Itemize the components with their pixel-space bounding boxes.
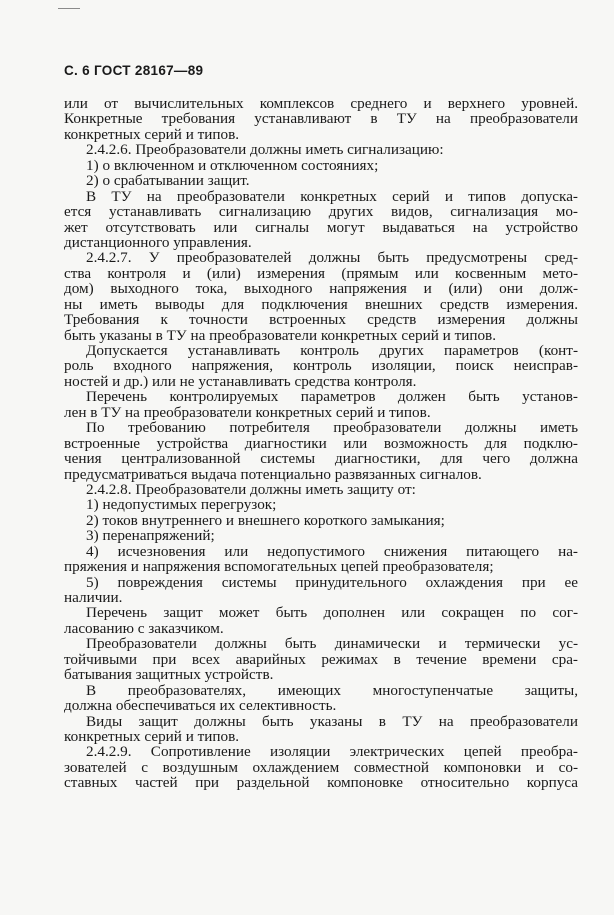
text-line: тойчивыми при всех аварийных режимах в течение времени сра- bbox=[64, 650, 578, 668]
text-line: 2) токов внутреннего и внешнего короткого замыкания; bbox=[86, 511, 445, 529]
text-line: быть указаны в ТУ на преобразователи конкретных серий и типов. bbox=[64, 326, 497, 344]
text-line: Конкретные требования устанавливают в ТУ на преобразователи bbox=[64, 110, 578, 128]
text-line: должна обеспечиваться их селективность. bbox=[64, 697, 337, 715]
text-line: Допускается устанавливать контроль других параметров (конт- bbox=[86, 342, 578, 359]
text-line: наличии. bbox=[64, 589, 123, 606]
text-line: предусматриваться выдача потенциально развязанных сигналов. bbox=[64, 465, 482, 483]
text-line: пряжения и напряжения вспомогательных цепей преобразователя; bbox=[64, 558, 494, 576]
text-line: или от вычислительных комплексов среднего и верхнего уровней. bbox=[64, 95, 578, 112]
text-line: Перечень контролируемых параметров должен быть установ- bbox=[86, 388, 578, 406]
text-line: 2.4.2.8. Преобразователи должны иметь защиту от: bbox=[86, 480, 416, 498]
text-line: дом) выходного тока, выходного напряжения и (или) они долж- bbox=[64, 280, 578, 298]
text-line: 2.4.2.7. У преобразователей должны быть предусмотрены сред- bbox=[86, 249, 578, 267]
text-line: По требованию потребителя преобразователи должны иметь bbox=[86, 419, 578, 437]
text-line: жет отсутствовать или сигналы могут выдаваться на устройство bbox=[64, 218, 578, 236]
text-line: Требования к точности встроенных средств измерения должны bbox=[64, 311, 578, 329]
text-line: батывания защитных устройств. bbox=[64, 666, 274, 684]
text-line: зователей с воздушным охлаждением совместной компоновки и со- bbox=[64, 758, 578, 776]
text-line: чения централизованной системы диагностики, для чего должна bbox=[64, 450, 578, 468]
text-line: 5) повреждения системы принудительного охлаждения при ее bbox=[86, 573, 578, 591]
text-line: ставных частей при раздельной компоновке относительно корпуса bbox=[64, 774, 578, 792]
page-header: С. 6 ГОСТ 28167—89 bbox=[64, 63, 204, 78]
text-line: ется устанавливать сигнализацию других видов, сигнализация мо- bbox=[64, 203, 578, 221]
scan-mark bbox=[58, 8, 80, 9]
document-body bbox=[64, 96, 578, 791]
text-line: ства контроля и (или) измерения (прямым или косвенным мето- bbox=[64, 264, 578, 282]
text-line: роль входного напряжения, контроль изоляции, поиск неисправ- bbox=[64, 357, 578, 375]
text-line: ностей и др.) или не устанавливать средства контроля. bbox=[64, 372, 417, 390]
text-line: В ТУ на преобразователи конкретных серий и типов допуска- bbox=[86, 187, 578, 205]
text-line: 2.4.2.6. Преобразователи должны иметь сигнализацию: bbox=[86, 141, 444, 159]
text-line: Преобразователи должны быть динамически и термически ус- bbox=[86, 635, 578, 653]
text-line: Перечень защит может быть дополнен или сокращен по сог- bbox=[86, 604, 578, 622]
text-line: 2) о срабатывании защит. bbox=[86, 172, 250, 190]
text-line: 1) недопустимых перегрузок; bbox=[86, 496, 277, 514]
text-line: дистанционного управления. bbox=[64, 233, 252, 251]
text-line: встроенные устройства диагностики или возможность для подклю- bbox=[64, 434, 578, 452]
text-line: ны иметь выводы для подключения внешних средств измерения. bbox=[64, 295, 578, 313]
text-line: конкретных серий и типов. bbox=[64, 125, 240, 143]
text-line: В преобразователях, имеющих многоступенчатые защиты, bbox=[86, 681, 578, 699]
text-line: ласованию с заказчиком. bbox=[64, 619, 224, 637]
text-line: 3) перенапряжений; bbox=[86, 527, 215, 545]
text-line: лен в ТУ на преобразователи конкретных серий и типов. bbox=[64, 403, 431, 421]
text-line: 2.4.2.9. Сопротивление изоляции электрических цепей преобра- bbox=[86, 743, 578, 761]
text-line: Виды защит должны быть указаны в ТУ на преобразователи bbox=[86, 712, 578, 730]
text-line: 1) о включенном и отключенном состояниях; bbox=[86, 156, 379, 174]
text-line: 4) исчезновения или недопустимого снижения питающего на- bbox=[86, 542, 578, 560]
text-line: конкретных серий и типов. bbox=[64, 727, 240, 745]
